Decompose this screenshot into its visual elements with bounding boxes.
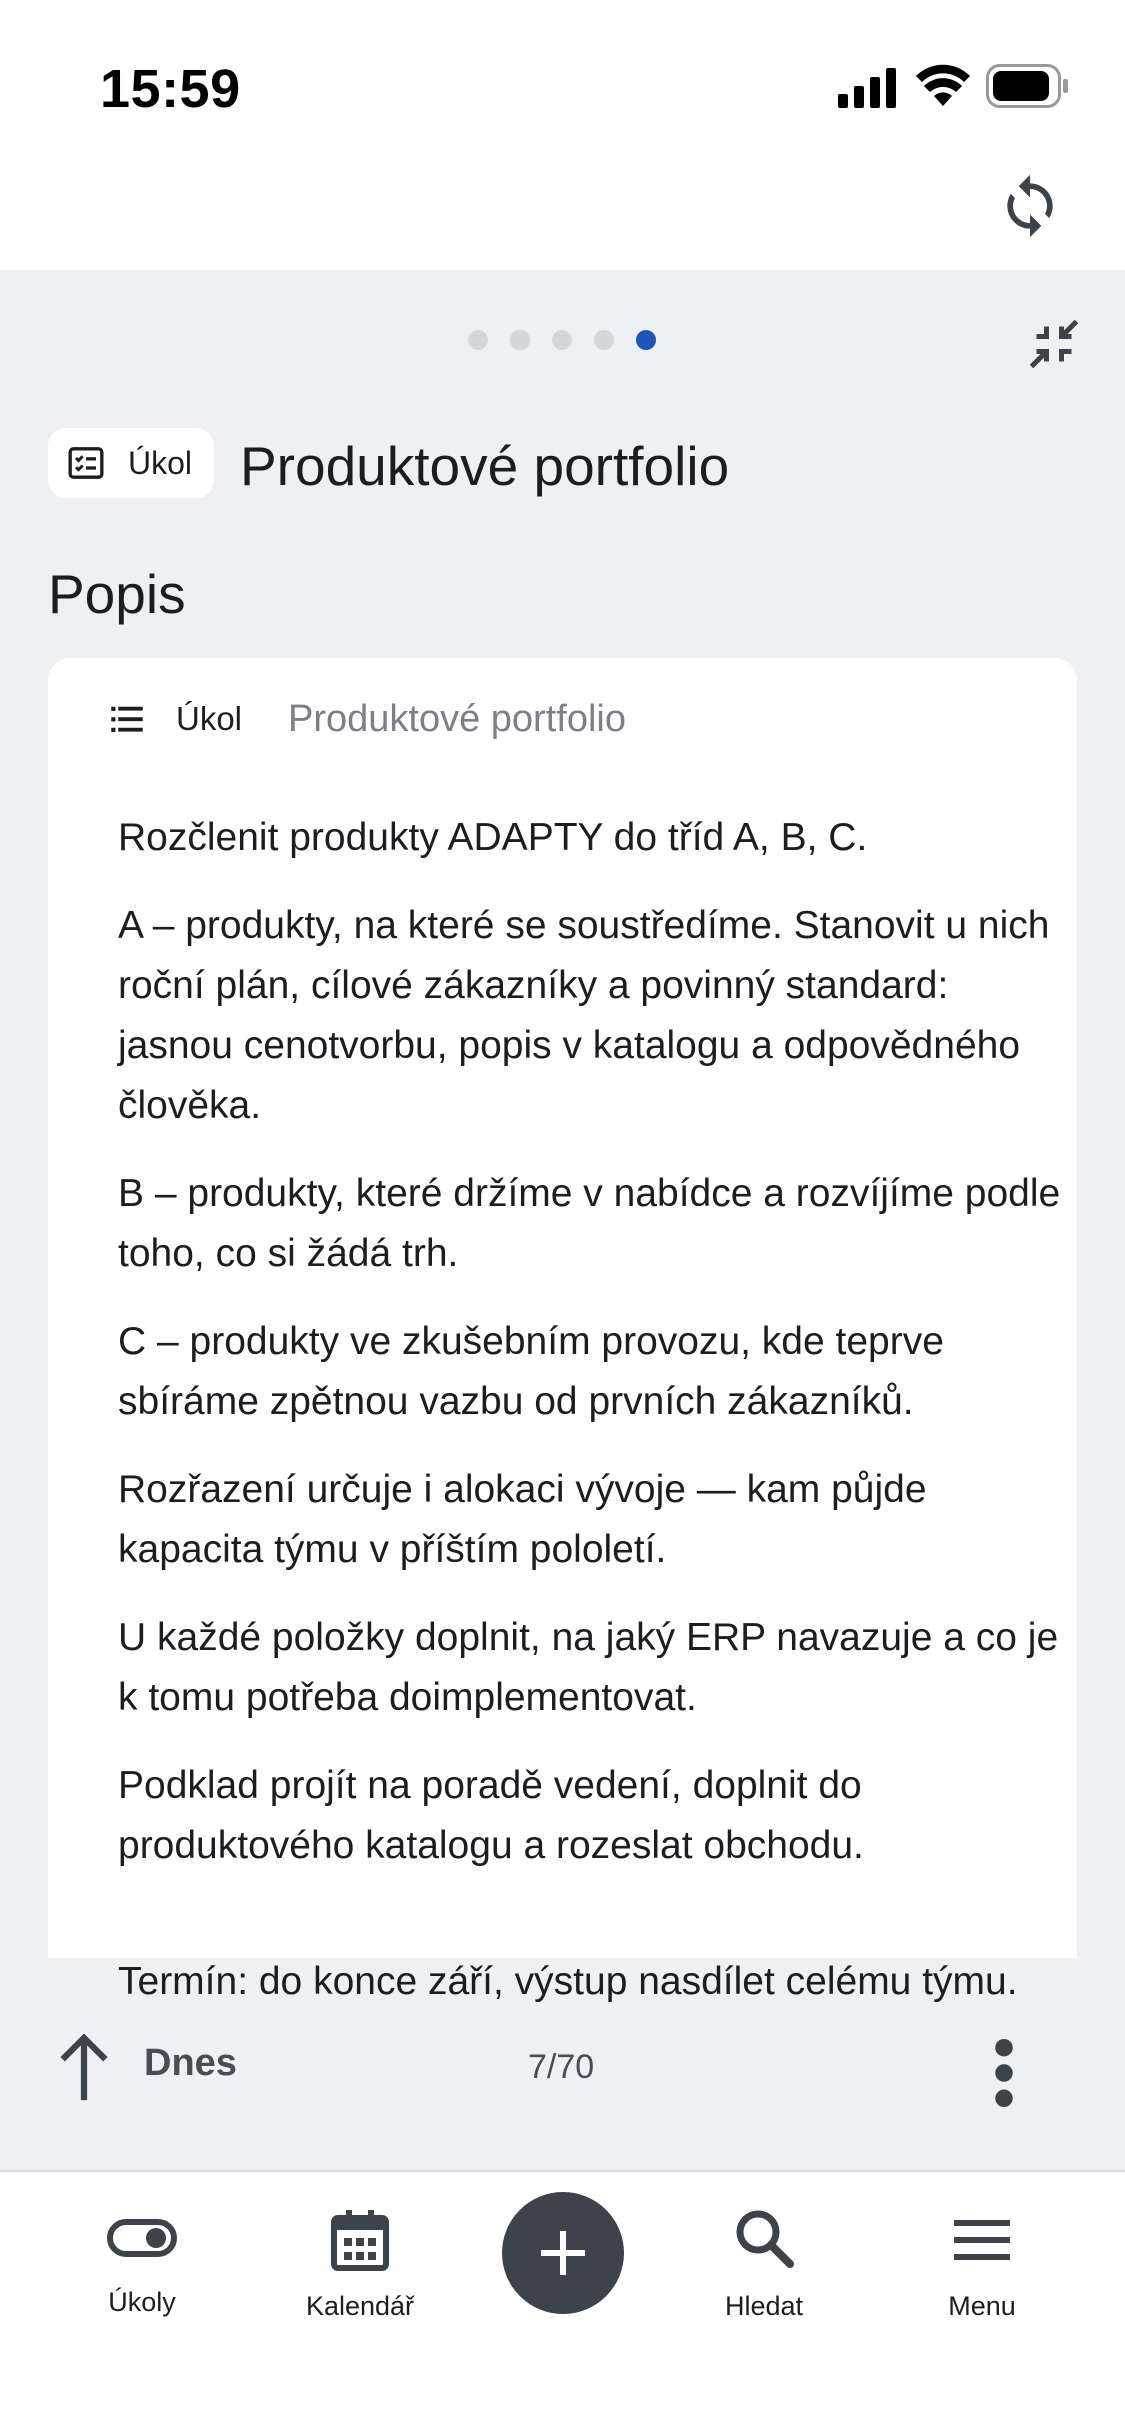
search-icon [734,2208,794,2272]
pager-dot[interactable] [594,330,614,350]
description-paragraph: Rozčlenit produkty ADAPTY do tříd A, B, C. [118,816,868,859]
tab-tasks-label: Úkoly [108,2287,176,2317]
cellular-signal-icon [838,68,898,108]
arrow-up-icon[interactable] [56,2034,112,2104]
toggle-icon [106,2208,178,2268]
task-title[interactable]: Produktové portfolio [240,435,730,497]
tab-calendar[interactable] [280,2208,440,2322]
description-paragraph: C – produkty ve zkušebním provozu, kde teprve sbíráme zpětnou vazbu od prvních zákazníků. [118,1320,944,1423]
card-header [106,698,242,740]
status-bar [0,0,1125,175]
task-type-chip[interactable] [48,428,214,498]
section-title: Popis [48,563,186,625]
tab-calendar-label: Kalendář [305,2291,415,2321]
pager-dot[interactable] [468,330,488,350]
description-paragraph: A – produkty, na které se soustředíme. Stanovit u nich roční plán, cílové zákazníky a povinný standard: jasnou cenotvorbu, popis v katalogu a odpovědného člověka. [118,904,1050,1127]
more-options-icon[interactable] [992,2038,1016,2108]
description-paragraph: Rozřazení určuje i alokaci vývoje — kam půjde kapacita týmu v příštím pololetí. [118,1468,927,1571]
add-button[interactable] [502,2192,624,2314]
tab-menu[interactable] [902,2208,1062,2322]
list-icon [106,698,148,740]
due-date-label[interactable]: Dnes [144,2042,237,2084]
task-checklist-icon [66,443,106,483]
pager-dot[interactable] [510,330,530,350]
hamburger-menu-icon [950,2208,1014,2272]
pager-dot-active[interactable] [636,330,656,350]
battery-icon [986,64,1070,108]
tab-tasks[interactable] [62,2208,222,2318]
task-type-label: Úkol [128,444,193,481]
description-paragraph: Podklad projít na poradě vedení, doplnit do produktového katalogu a rozeslat obchodu. [118,1764,864,1867]
description-card[interactable] [48,658,1077,1958]
calendar-icon [330,2208,390,2272]
task-counter: 7/70 [528,2048,595,2086]
refresh-icon[interactable] [996,172,1064,240]
card-title: Produktové portfolio [288,698,626,740]
tab-search[interactable] [684,2208,844,2322]
plus-icon [537,2227,589,2279]
card-type-label: Úkol [176,700,243,737]
pager-dots [468,330,656,350]
status-time: 15:59 [100,59,241,119]
description-text [118,808,1068,1904]
pager-dot[interactable] [552,330,572,350]
tab-menu-label: Menu [948,2291,1016,2321]
description-paragraph: U každé položky doplnit, na jaký ERP navazuje a co je k tomu potřeba doimplementovat. [118,1616,1059,1719]
description-paragraph: B – produkty, které držíme v nabídce a rozvíjíme podle toho, co si žádá trh. [118,1172,1061,1275]
tab-search-label: Hledat [724,2291,804,2321]
task-footer [0,2020,1125,2130]
description-paragraph: Termín: do konce září, výstup nasdílet celému týmu. [118,1960,1018,2003]
collapse-icon[interactable] [1024,314,1084,374]
wifi-icon [916,62,970,106]
